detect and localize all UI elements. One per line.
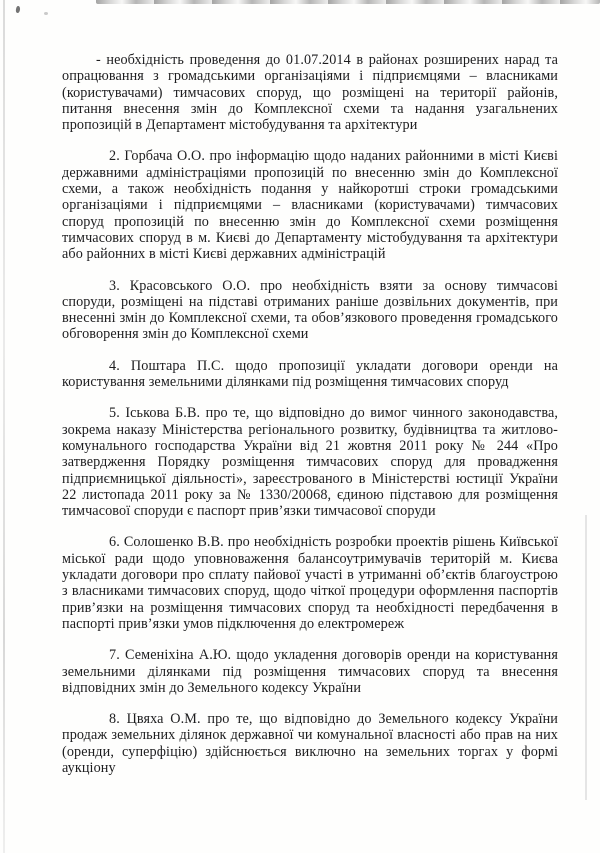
doc-paragraph-dash-item: - необхідність проведення до 01.07.2014 в районах розширених нарад та опрацювання з громадськими організаціями і підприємцями – власниками (користувачами) тимчасових споруд, що розміщені на території районів, питання внесення змін до Комплексної схеми та надання узагальнених пропозицій в Департамент містобудування та архітектури — [62, 52, 558, 134]
doc-paragraph-item-5: 5. Іськова Б.В. про те, що відповідно до вимог чинного законодавства, зокрема наказу Міністерства регіонального розвитку, будівництва та житлово-комунального господарства України від 21 жовтня 2011 року № 244 «Про затвердження Порядку розміщення тимчасових споруд для провадження підприємницької діяльності», зареєстрованого в Міністерстві юстиції України 22 листопада 2011 року за № 1330/20068, єдиною підставою для розміщення тимчасової споруди є паспорт прив’язки тимчасової споруди — [62, 405, 558, 520]
doc-paragraph-item-6: 6. Солошенко В.В. про необхідність розробки проектів рішень Київської міської ради щодо уповноваження балансоутримувачів територій м. Києва укладати договори про сплату пайової участі в утриманні об’єктів благоустрою з власниками тимчасових споруд, щодо чіткої процедури оформлення паспортів прив’язки на розміщення тимчасових споруд та необхідності передбачення в паспорті прив’язки умов підключення до електромереж — [62, 534, 558, 632]
scan-speck — [44, 12, 48, 15]
doc-paragraph-item-3: 3. Красовського О.О. про необхідність взяти за основу тимчасові споруди, розміщені на підставі отриманих раніше дозвільних документів, при внесенні змін до Комплексної схеми, та обов’язкового проведення громадського обговорення змін до Комплексної схеми — [62, 277, 558, 343]
doc-paragraph-item-7: 7. Семеніхіна А.Ю. щодо укладення договорів оренди на користування земельними ділянками під розміщення тимчасових споруд та внесення відповідних змін до Земельного кодексу України — [62, 647, 558, 696]
document-body — [62, 52, 558, 791]
doc-paragraph-item-4: 4. Поштара П.С. щодо пропозиції укладати договори оренди на користування земельними ділянками під розміщення тимчасових споруд — [62, 357, 558, 391]
scan-speck — [15, 6, 20, 14]
scan-line-artifact-right — [585, 515, 587, 800]
scan-line-artifact-left — [3, 0, 5, 853]
doc-paragraph-item-2: 2. Горбача О.О. про інформацію щодо наданих районними в місті Києві державними адміністраціями пропозицій по внесенню змін до Комплексної схеми, а також необхідність подання у найкоротші строки громадськими організаціями і підприємцями – власниками (користувачами) тимчасових споруд пропозицій по внесенню змін до Комплексної схеми розміщення тимчасових споруд в м. Києві до Департаменту містобудування та архітектури або районних в місті Києві державних адміністрацій — [62, 148, 558, 263]
doc-paragraph-item-8: 8. Цвяха О.М. про те, що відповідно до Земельного кодексу України продаж земельних ділянок державної чи комунальної власності або прав на них (оренди, суперфіцію) здійснюється виключно на земельних торгах у формі аукціону — [62, 711, 558, 776]
scan-edge-artifact-top — [96, 0, 600, 4]
